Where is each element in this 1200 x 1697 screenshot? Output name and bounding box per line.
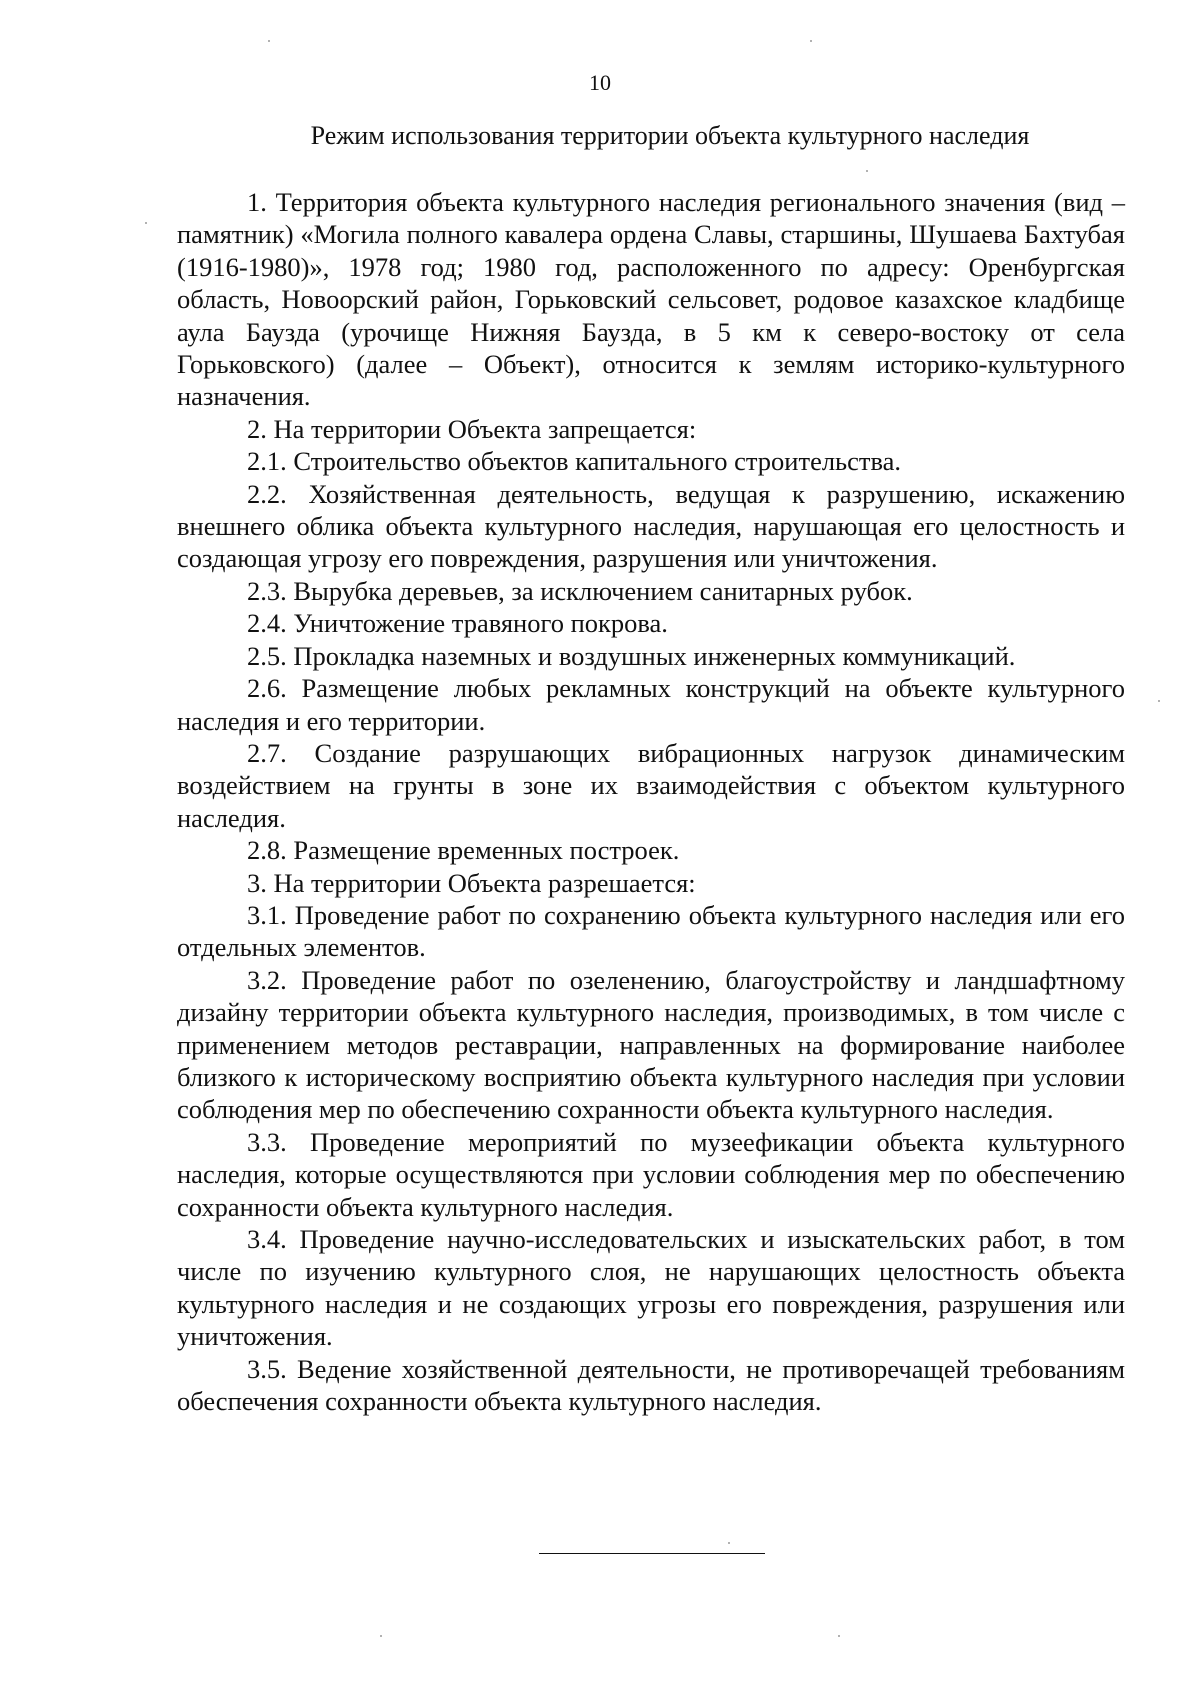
paragraph-2-4: 2.4. Уничтожение травяного покрова. xyxy=(247,608,668,639)
paragraph-2-8: 2.8. Размещение временных построек. xyxy=(247,835,680,866)
scan-speck xyxy=(728,1542,730,1544)
scan-speck xyxy=(866,170,868,172)
paragraph-2: 2. На территории Объекта запрещается: xyxy=(247,413,697,444)
scan-speck xyxy=(380,1635,382,1637)
scan-speck xyxy=(810,40,812,42)
paragraph-2-1: 2.1. Строительство объектов капитального строительства. xyxy=(247,446,902,477)
document-body xyxy=(177,186,1125,1417)
paragraph-2-6: 2.6. Размещение любых рекламных конструкций на объекте культурного наследия и его территории. xyxy=(177,673,1125,736)
paragraph-2-7: 2.7. Создание разрушающих вибрационных нагрузок динамическим воздействием на грунты в зоне их взаимодействия с объектом культурного наследия. xyxy=(177,737,1125,833)
page-number: 10 xyxy=(589,70,611,95)
end-separator-line xyxy=(539,1553,765,1554)
scan-speck xyxy=(145,222,147,224)
scan-speck xyxy=(838,1635,840,1637)
paragraph-3-2: 3.2. Проведение работ по озеленению, благоустройству и ландшафтному дизайну территории объекта культурного наследия, производимых, в том числе с применением методов реставрации, направленных на формирование наиболее близкого к историческому восприятию объекта культурного наследия при условии соблюдения мер по обеспечению сохранности объекта культурного наследия. xyxy=(177,964,1125,1125)
document-title: Режим использования территории объекта культурного наследия xyxy=(310,121,1030,150)
scan-speck xyxy=(1158,700,1160,702)
scan-speck xyxy=(268,40,270,42)
paragraph-3-3: 3.3. Проведение мероприятий по музеефикации объекта культурного наследия, которые осуществляются при условии соблюдения мер по обеспечению сохранности объекта культурного наследия. xyxy=(177,1126,1125,1222)
paragraph-1: 1. Территория объекта культурного наследия регионального значения (вид – памятник) «Могила полного кавалера ордена Славы, старшины, Шушаева Бахтубая (1916-1980)», 1978 год; 1980 год, расположенного по адресу: Оренбургская область, Новоорский район, Горьковский сельсовет, родовое казахское кладбище аула Баузда (урочище Нижняя Баузда, в 5 км к северо-востоку от села Горьковского) (далее – Объект), относится к землям историко-культурного назначения. xyxy=(177,187,1125,412)
paragraph-2-3: 2.3. Вырубка деревьев, за исключением санитарных рубок. xyxy=(247,575,913,606)
paragraph-2-2: 2.2. Хозяйственная деятельность, ведущая к разрушению, искажению внешнего облика объекта культурного наследия, нарушающая его целостность и создающая угрозу его повреждения, разрушения или уничтожения. xyxy=(177,478,1125,574)
paragraph-3-4: 3.4. Проведение научно-исследовательских и изыскательских работ, в том числе по изучению культурного слоя, не нарушающих целостность объекта культурного наследия и не создающих угрозы его повреждения, разрушения или уничтожения. xyxy=(177,1224,1125,1352)
paragraph-3-1: 3.1. Проведение работ по сохранению объекта культурного наследия или его отдельных элементов. xyxy=(177,899,1125,963)
paragraph-2-5: 2.5. Прокладка наземных и воздушных инженерных коммуникаций. xyxy=(247,640,1016,671)
paragraph-3: 3. На территории Объекта разрешается: xyxy=(247,867,696,898)
paragraph-3-5: 3.5. Ведение хозяйственной деятельности, не противоречащей требованиям обеспечения сохранности объекта культурного наследия. xyxy=(177,1353,1125,1417)
